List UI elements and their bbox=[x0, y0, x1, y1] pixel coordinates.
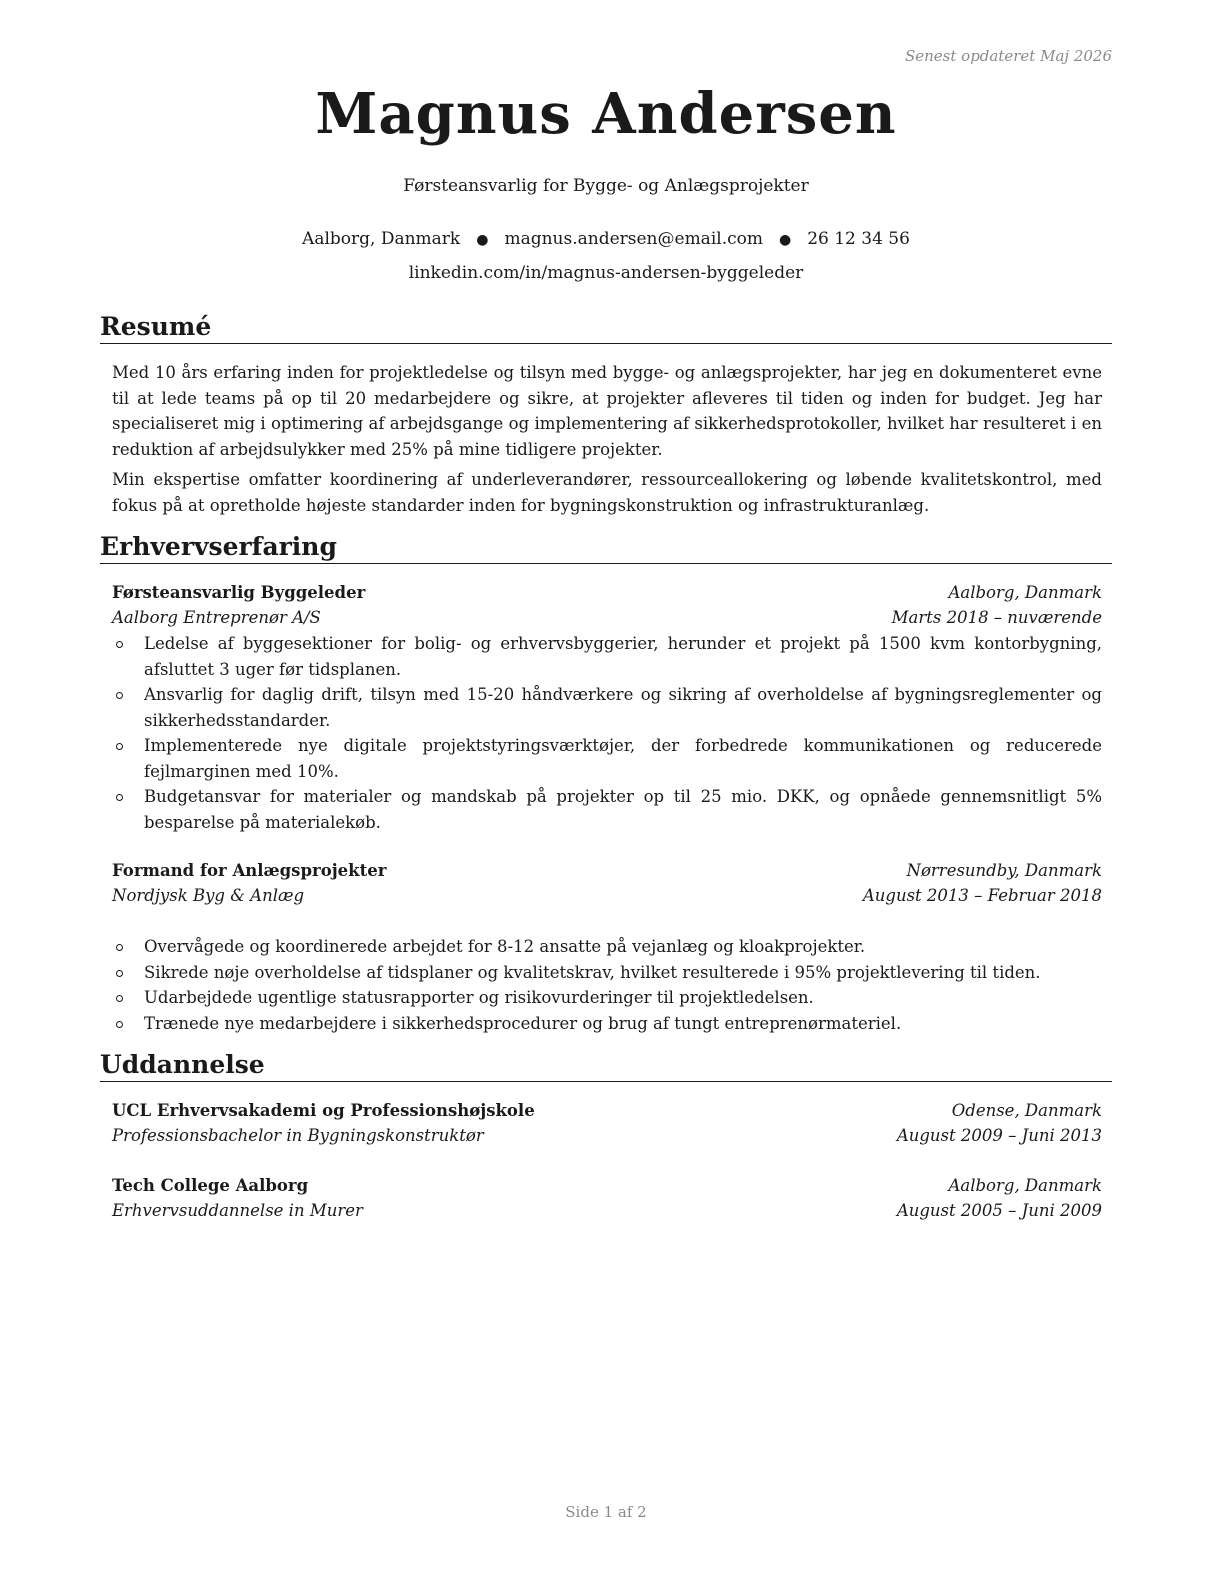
list-item: Ansvarlig for daglig drift, tilsyn med 15-20 håndværkere og sikring af overholdelse af bygningsreglementer og sikkerhedsstandarder. bbox=[144, 682, 1102, 733]
list-item: Trænede nye medarbejdere i sikkerhedsprocedurer og brug af tungt entreprenørmateriel. bbox=[144, 1011, 1102, 1037]
resume-paragraph: Min ekspertise omfatter koordinering af underleverandører, ressourceallokering og løbende kvalitetskontrol, med fokus på at opretholde højeste standarder inden for bygningskonstruktion og infrastrukturanlæg. bbox=[112, 470, 1102, 515]
education-subheader bbox=[112, 1198, 1102, 1223]
education-dates: August 2009 – Juni 2013 bbox=[896, 1126, 1102, 1145]
education-header bbox=[112, 1098, 1102, 1123]
bullet-separator-icon: ● bbox=[476, 232, 489, 248]
job-role: Førsteansvarlig Byggeleder bbox=[112, 583, 366, 602]
job-bullet-list bbox=[144, 631, 1102, 835]
list-item: Ledelse af byggesektioner for bolig- og erhvervsbyggerier, herunder et projekt på 1500 kvm kontorbygning, afsluttet 3 uger før tidsplanen. bbox=[144, 631, 1102, 682]
job-bullet-list bbox=[144, 934, 1102, 1036]
candidate-name: Magnus Andersen bbox=[315, 81, 897, 147]
list-item: Udarbejdede ugentlige statusrapporter og risikovurderinger til projektledelsen. bbox=[144, 985, 1102, 1011]
school-name: Tech College Aalborg bbox=[112, 1176, 309, 1195]
contact-location: Aalborg, Danmark bbox=[302, 229, 461, 249]
last-updated: Senest opdateret Maj 2026 bbox=[904, 47, 1112, 65]
contact-phone: 26 12 34 56 bbox=[807, 229, 910, 249]
section-title-experience: Erhvervserfaring bbox=[100, 532, 1112, 564]
school-location: Odense, Danmark bbox=[951, 1101, 1102, 1120]
school-location: Aalborg, Danmark bbox=[948, 1176, 1102, 1195]
contact-line bbox=[100, 229, 1112, 249]
job-subheader bbox=[112, 605, 1102, 630]
page-number: Side 1 af 2 bbox=[565, 1503, 647, 1521]
job-dates: August 2013 – Februar 2018 bbox=[862, 886, 1102, 905]
degree-name: Professionsbachelor in Bygningskonstruktør bbox=[112, 1126, 484, 1145]
job-dates: Marts 2018 – nuværende bbox=[891, 608, 1102, 627]
job-location: Aalborg, Danmark bbox=[948, 583, 1102, 602]
list-item: Implementerede nye digitale projektstyringsværktøjer, der forbedrede kommunikationen og reducerede fejlmarginen med 10%. bbox=[144, 733, 1102, 784]
list-item: Overvågede og koordinerede arbejdet for 8-12 ansatte på vejanlæg og kloakprojekter. bbox=[144, 934, 1102, 960]
degree-name: Erhvervsuddannelse in Murer bbox=[112, 1201, 363, 1220]
job-company: Aalborg Entreprenør A/S bbox=[112, 608, 321, 627]
job-location: Nørresundby, Danmark bbox=[906, 861, 1102, 880]
contact-email[interactable]: magnus.andersen@email.com bbox=[504, 229, 763, 249]
linkedin-link[interactable]: linkedin.com/in/magnus-andersen-byggeleder bbox=[408, 263, 804, 283]
education-dates: August 2005 – Juni 2009 bbox=[896, 1201, 1102, 1220]
job-header bbox=[112, 858, 1102, 883]
list-item: Sikrede nøje overholdelse af tidsplaner og kvalitetskrav, hvilket resulterede i 95% projektlevering til tiden. bbox=[144, 960, 1102, 986]
section-title-education: Uddannelse bbox=[100, 1050, 1112, 1082]
resume-paragraph: Med 10 års erfaring inden for projektledelse og tilsyn med bygge- og anlægsprojekter, har jeg en dokumenteret evne til at lede teams på op til 20 medarbejdere og sikre, at projekter afleveres til tiden og inden for budget. Jeg har specialiseret mig i optimering af arbejdsgange og implementering af sikkerhedsprotokoller, hvilket har resulteret i en reduktion af arbejdsulykker med 25% på mine tidligere projekter. bbox=[112, 363, 1102, 459]
education-header bbox=[112, 1173, 1102, 1198]
job-company: Nordjysk Byg & Anlæg bbox=[112, 886, 305, 905]
bullet-separator-icon: ● bbox=[778, 232, 792, 248]
list-item: Budgetansvar for materialer og mandskab på projekter op til 25 mio. DKK, og opnåede gennemsnitligt 5% besparelse på materialekøb. bbox=[144, 784, 1102, 835]
section-title-resume: Resumé bbox=[100, 312, 1112, 344]
school-name: UCL Erhvervsakademi og Professionshøjskole bbox=[112, 1101, 535, 1120]
candidate-title: Førsteansvarlig for Bygge- og Anlægsprojekter bbox=[403, 176, 809, 196]
education-subheader bbox=[112, 1123, 1102, 1148]
job-header bbox=[112, 580, 1102, 605]
job-role: Formand for Anlægsprojekter bbox=[112, 861, 387, 880]
